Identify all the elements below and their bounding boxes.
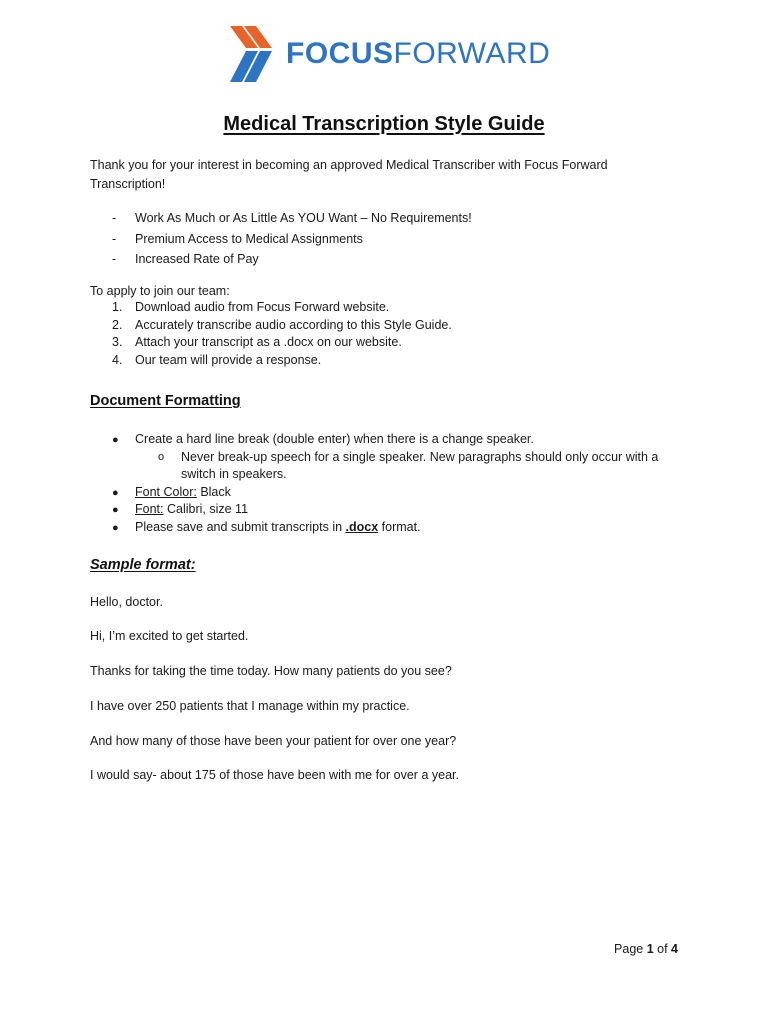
list-item: - Increased Rate of Pay (112, 252, 259, 266)
double-chevron-logo-icon (230, 26, 274, 82)
circle-bullet-icon: o (158, 450, 165, 463)
brand-logo (230, 26, 550, 82)
apply-steps-list (112, 299, 452, 369)
list-item: - Work As Much or As Little As YOU Want – No Requirements! (112, 211, 472, 225)
list-item: - Premium Access to Medical Assignments (112, 231, 363, 246)
list-item: ● Font: Calibri, size 11 (112, 501, 678, 519)
bullet-icon: ● (112, 486, 119, 499)
page-number: Page 1 of 4 (614, 942, 678, 956)
list-item: 4. Our team will provide a response. (112, 352, 322, 367)
bullet-icon: ● (112, 504, 119, 517)
formatting-list (112, 431, 678, 537)
list-item: ● Create a hard line break (double enter) when there is a change speaker. (112, 431, 678, 449)
list-item: 3. Attach your transcript as a .docx on our website. (112, 335, 402, 350)
section-heading-formatting: Document Formatting (90, 393, 241, 409)
brand-wordmark: FOCUSFORWARD (286, 37, 551, 70)
list-item: ● Please save and submit transcripts in .docx format. (112, 519, 678, 537)
sample-line: I would say- about 175 of those have been with me for over a year. (90, 768, 459, 782)
sample-line: Thanks for taking the time today. How many patients do you see? (90, 664, 452, 678)
list-item: ● Font Color: Black (112, 484, 678, 502)
section-heading-sample: Sample format: (90, 557, 196, 573)
list-item: 1. Download audio from Focus Forward website. (112, 300, 390, 314)
sample-line: Hi, I’m excited to get started. (90, 629, 249, 643)
benefits-list (112, 208, 472, 270)
bullet-icon: ● (112, 521, 119, 534)
sample-line: I have over 250 patients that I manage within my practice. (90, 699, 410, 713)
sub-list-item: o Never break-up speech for a single speaker. New paragraphs should only occur with a switch in speakers. (158, 449, 659, 482)
list-item: 2. Accurately transcribe audio according to this Style Guide. (112, 317, 452, 332)
document-title: Medical Transcription Style Guide (223, 113, 545, 135)
bullet-icon: ● (112, 434, 119, 446)
sample-line: Hello, doctor. (90, 595, 163, 609)
apply-heading: To apply to join our team: (90, 284, 230, 298)
intro-paragraph: Thank you for your interest in becoming an approved Medical Transcriber with Focus Forward Transcription! (90, 158, 608, 191)
sample-line: And how many of those have been your patient for over one year? (90, 734, 457, 748)
